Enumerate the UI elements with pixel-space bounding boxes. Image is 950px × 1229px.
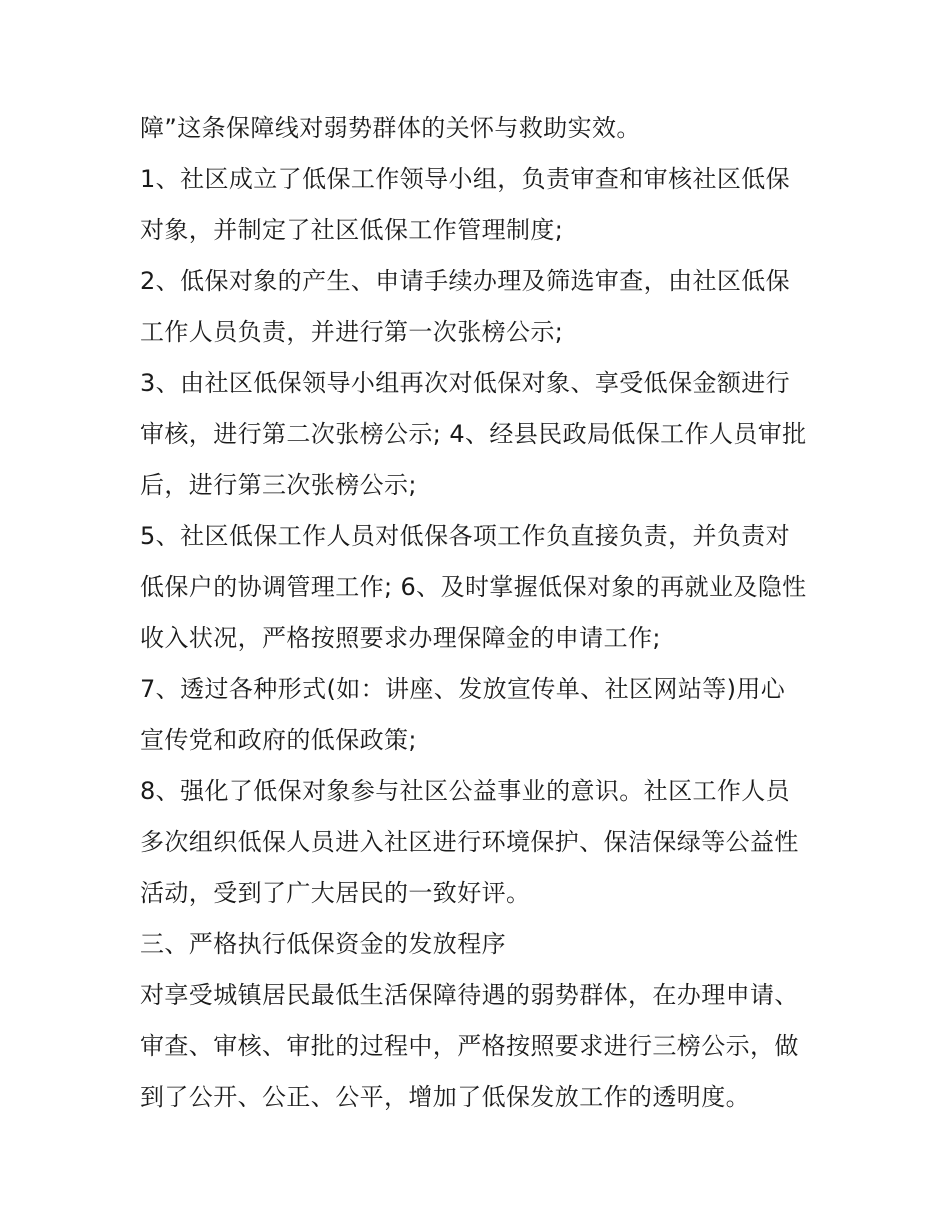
- text-line: 收入状况，严格按照要求办理保障金的申请工作;: [140, 624, 661, 652]
- text-line: 活动，受到了广大居民的一致好评。: [140, 879, 531, 907]
- document-body: [140, 103, 820, 1123]
- text-line: 1、社区成立了低保工作领导小组，负责审查和审核社区低保: [140, 165, 791, 193]
- text-line: 宣传党和政府的低保政策;: [140, 726, 417, 754]
- text-line: 3、由社区低保领导小组再次对低保对象、享受低保金额进行: [140, 369, 791, 397]
- text-line: 2、低保对象的产生、申请手续办理及筛选审查，由社区低保: [140, 267, 791, 295]
- text-line: 多次组织低保人员进入社区进行环境保护、保洁保绿等公益性: [140, 828, 799, 856]
- text-line: 7、透过各种形式(如：讲座、发放宣传单、社区网站等)用心: [140, 675, 786, 703]
- text-line: 工作人员负责，并进行第一次张榜公示;: [140, 318, 564, 346]
- text-line: 对象，并制定了社区低保工作管理制度;: [140, 216, 564, 244]
- section-heading: 三、严格执行低保资金的发放程序: [140, 930, 506, 958]
- text-line: 障”这条保障线对弱势群体的关怀与救助实效。: [140, 114, 641, 142]
- text-line: 对享受城镇居民最低生活保障待遇的弱势群体，在办理申请、: [140, 981, 799, 1009]
- text-line: 审核，进行第二次张榜公示; 4、经县民政局低保工作人员审批: [140, 420, 807, 448]
- text-line: 审查、审核、审批的过程中，严格按照要求进行三榜公示，做: [140, 1032, 799, 1060]
- text-line: 后，进行第三次张榜公示;: [140, 471, 417, 499]
- text-line: 8、强化了低保对象参与社区公益事业的意识。社区工作人员: [140, 777, 791, 805]
- text-line: 到了公开、公正、公平，增加了低保发放工作的透明度。: [140, 1083, 750, 1111]
- text-line: 5、社区低保工作人员对低保各项工作负直接负责，并负责对: [140, 522, 791, 550]
- text-line: 低保户的协调管理工作; 6、及时掌握低保对象的再就业及隐性: [140, 573, 807, 601]
